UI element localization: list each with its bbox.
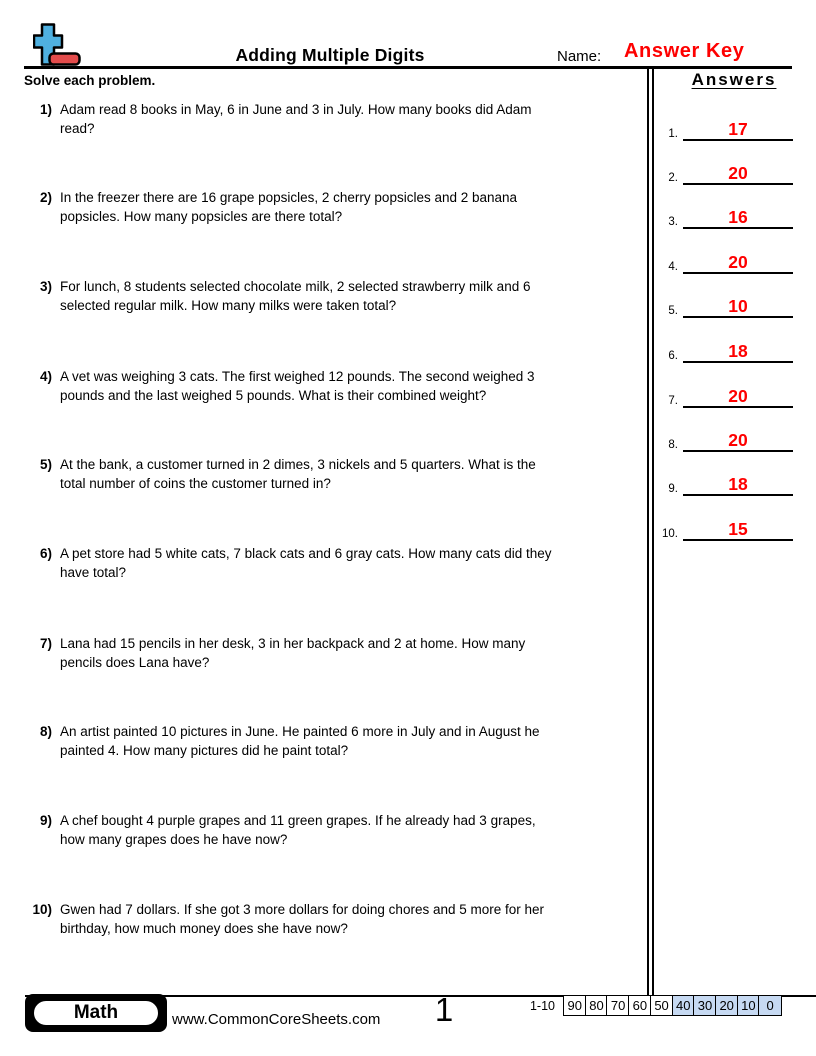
name-value-answer-key: Answer Key <box>624 40 745 62</box>
answer-number: 10. <box>662 528 678 540</box>
problem-3 <box>26 277 640 315</box>
answer-value: 20 <box>728 252 748 272</box>
problem-line: total number of coins the customer turned in? <box>60 476 331 491</box>
answer-row-3 <box>654 202 812 229</box>
problem-1 <box>26 100 640 138</box>
plus-minus-logo-icon <box>33 23 81 66</box>
score-cell: 60 <box>628 995 652 1016</box>
problem-text <box>60 722 540 760</box>
answer-row-8 <box>654 425 812 452</box>
score-cell: 10 <box>737 995 761 1016</box>
score-cell: 30 <box>693 995 717 1016</box>
score-cell: 20 <box>715 995 739 1016</box>
answer-number: 7. <box>668 395 678 407</box>
problem-5 <box>26 455 640 493</box>
answer-blank-line <box>683 423 793 452</box>
answer-value: 20 <box>728 386 748 406</box>
instructions-text: Solve each problem. <box>24 73 156 88</box>
problem-number: 2) <box>39 190 52 205</box>
problem-number: 4) <box>39 369 52 384</box>
problem-number: 7) <box>39 636 52 651</box>
website-link[interactable]: www.CommonCoreSheets.com <box>172 1011 381 1028</box>
answer-value: 17 <box>728 119 748 139</box>
problem-line: At the bank, a customer turned in 2 dimes, 3 nickels and 5 quarters. What is the <box>60 457 536 472</box>
answer-blank-line <box>683 156 793 185</box>
problem-line: selected regular milk. How many milks were taken total? <box>60 298 397 313</box>
answer-row-7 <box>654 381 812 408</box>
problem-line: Adam read 8 books in May, 6 in June and 3 in July. How many books did Adam <box>60 102 532 117</box>
problem-line: A pet store had 5 white cats, 7 black cats and 6 gray cats. How many cats did they <box>60 546 552 561</box>
problem-text <box>60 544 552 582</box>
problem-line: Gwen had 7 dollars. If she got 3 more dollars for doing chores and 5 more for her <box>60 902 545 917</box>
subject-badge-label: Math <box>31 998 161 1028</box>
answer-blank-line <box>683 379 793 408</box>
problem-number: 6) <box>39 546 52 561</box>
problem-text <box>60 277 530 315</box>
problem-number: 5) <box>39 457 52 472</box>
answer-number: 8. <box>668 439 678 451</box>
answer-value: 20 <box>728 430 748 450</box>
answer-blank-line <box>683 334 793 363</box>
problem-text <box>60 455 536 493</box>
problem-2 <box>26 188 640 226</box>
answer-number: 6. <box>668 350 678 362</box>
problem-line: For lunch, 8 students selected chocolate milk, 2 selected strawberry milk and 6 <box>60 279 531 294</box>
answer-blank-line <box>683 512 793 541</box>
page-number: 1 <box>434 991 454 1028</box>
score-cell: 0 <box>758 995 782 1016</box>
score-table <box>563 995 782 1016</box>
problem-line: pounds and the last weighed 5 pounds. What is their combined weight? <box>60 388 487 403</box>
problem-7 <box>26 634 640 672</box>
problem-4 <box>26 367 640 405</box>
answer-blank-line <box>683 467 793 496</box>
problem-line: pencils does Lana have? <box>60 655 210 670</box>
answer-number: 5. <box>668 305 678 317</box>
problem-text <box>60 900 544 938</box>
problem-line: popsicles. How many popsicles are there total? <box>60 209 343 224</box>
answer-row-9 <box>654 469 812 496</box>
problem-text <box>60 367 535 405</box>
vertical-divider <box>647 66 654 995</box>
header-rule <box>24 66 792 69</box>
problem-line: how many grapes does he have now? <box>60 832 288 847</box>
answer-blank-line <box>683 200 793 229</box>
answer-blank-line <box>683 112 793 141</box>
problem-6 <box>26 544 640 582</box>
answer-value: 20 <box>728 163 748 183</box>
answers-heading: Answers <box>691 70 777 89</box>
name-label: Name: <box>557 48 602 65</box>
answer-value: 18 <box>728 341 748 361</box>
problem-line: Lana had 15 pencils in her desk, 3 in her backpack and 2 at home. How many <box>60 636 526 651</box>
problem-line: painted 4. How many pictures did he paint total? <box>60 743 349 758</box>
answer-value: 15 <box>728 519 748 539</box>
problem-line: A vet was weighing 3 cats. The first weighed 12 pounds. The second weighed 3 <box>60 369 535 384</box>
problem-number: 9) <box>39 813 52 828</box>
answer-row-4 <box>654 247 812 274</box>
problem-line: have total? <box>60 565 127 580</box>
problem-8 <box>26 722 640 760</box>
answer-row-10 <box>654 514 812 541</box>
problem-9 <box>26 811 640 849</box>
score-cell: 70 <box>606 995 630 1016</box>
answer-blank-line <box>683 245 793 274</box>
answer-value: 10 <box>728 296 748 316</box>
answer-value: 18 <box>728 474 748 494</box>
answer-row-5 <box>654 291 812 318</box>
answer-blank-line <box>683 289 793 318</box>
problem-text <box>60 811 536 849</box>
problem-line: read? <box>60 121 95 136</box>
answer-number: 9. <box>668 483 678 495</box>
problem-text <box>60 100 532 138</box>
problem-line: birthday, how much money does she have now? <box>60 921 348 936</box>
problem-text <box>60 634 525 672</box>
answer-number: 2. <box>668 172 678 184</box>
answer-number: 3. <box>668 216 678 228</box>
answer-number: 4. <box>668 261 678 273</box>
problem-number: 10) <box>32 902 52 917</box>
answer-number: 1. <box>668 128 678 140</box>
problem-line: An artist painted 10 pictures in June. He painted 6 more in July and in August he <box>60 724 540 739</box>
score-cell: 90 <box>563 995 587 1016</box>
subject-badge <box>25 994 167 1032</box>
problem-line: A chef bought 4 purple grapes and 11 green grapes. If he already had 3 grapes, <box>60 813 536 828</box>
problem-text <box>60 188 517 226</box>
problem-number: 8) <box>39 724 52 739</box>
score-cell: 40 <box>672 995 696 1016</box>
score-range-label: 1-10 <box>529 999 555 1013</box>
page-title: Adding Multiple Digits <box>235 45 425 65</box>
problem-line: In the freezer there are 16 grape popsicles, 2 cherry popsicles and 2 banana <box>60 190 518 205</box>
answer-row-6 <box>654 336 812 363</box>
problem-number: 3) <box>39 279 52 294</box>
problem-number: 1) <box>39 102 52 117</box>
score-cell: 80 <box>585 995 609 1016</box>
answer-row-2 <box>654 158 812 185</box>
answer-row-1 <box>654 114 812 141</box>
score-cell: 50 <box>650 995 674 1016</box>
answer-value: 16 <box>728 207 748 227</box>
problem-10 <box>26 900 640 938</box>
